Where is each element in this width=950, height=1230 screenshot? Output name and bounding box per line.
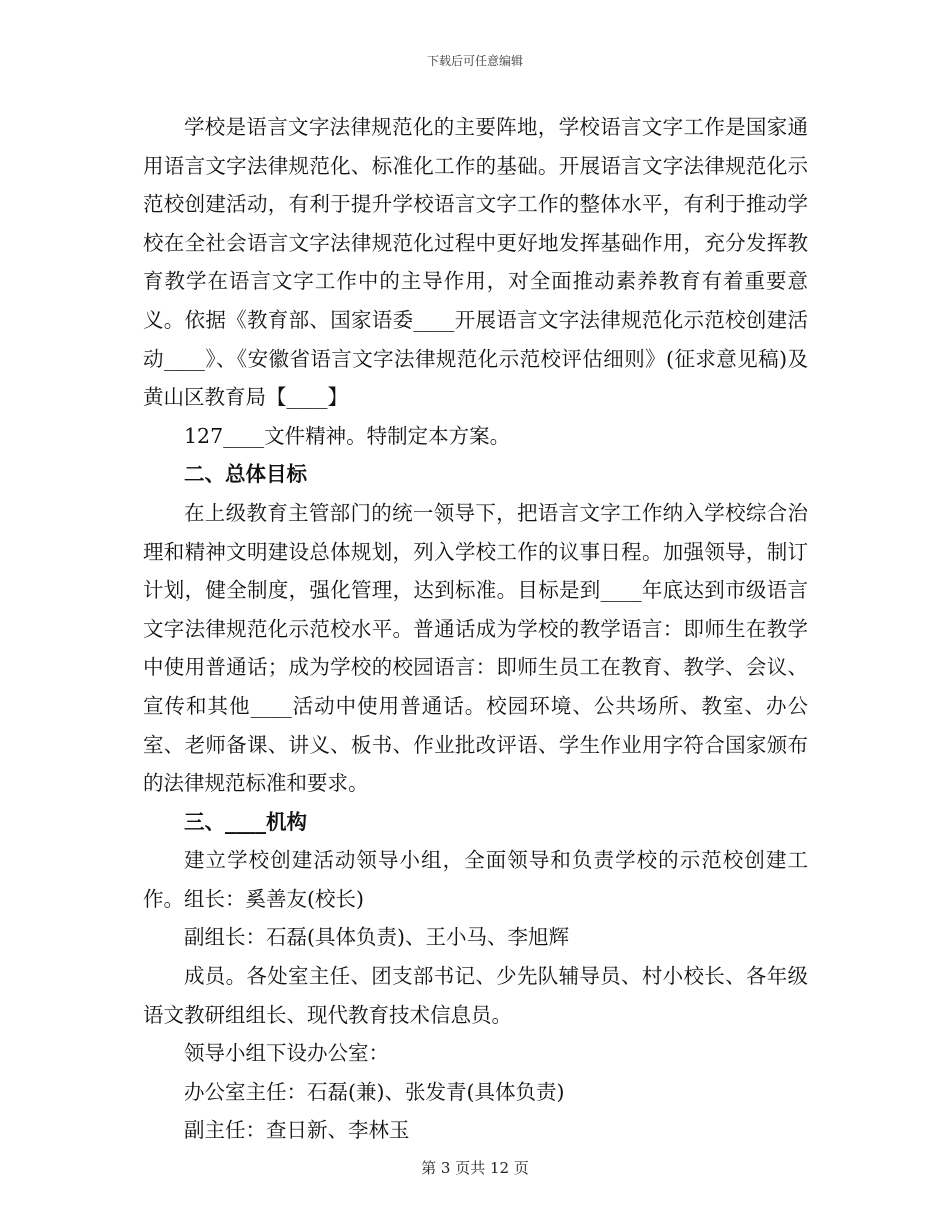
intro-paragraph-continued: 127____文件精神。特制定本方案。 <box>184 423 511 448</box>
goal-paragraph: 在上级教育主管部门的统一领导下，把语言文字工作纳入学校综合治理和精神文明建设总体规划，列入学校工作的议事日程。加强领导，制订计划，健全制度，强化管理，达到标准。目标是到____年底达到市级语言文字法律规范化示范校水平。普通话成为学校的教学语言：即师生在教学中使用普通话；成为学校的校园语言：即师生员工在教育、教学、会议、宣传和其他____活动中使用普通话。校园环境、公共场所、教室、办公室、老师备课、讲义、板书、作业批改评语、学生作业用字符合国家颁布的法律规范标准和要求。 <box>143 500 808 796</box>
page-number-footer: 第 3 页共 12 页 <box>421 1159 529 1177</box>
section-heading-organization: 三、____机构 <box>184 809 307 834</box>
deputy-leaders-line: 副组长：石磊(具体负责)、王小马、李旭辉 <box>184 925 569 950</box>
section-heading-overall-goal: 二、总体目标 <box>184 462 307 487</box>
office-intro-line: 领导小组下设办公室： <box>184 1041 389 1066</box>
page-header: 下载后可任意编辑 <box>426 54 523 68</box>
document-body <box>143 108 808 1150</box>
organization-paragraph: 建立学校创建活动领导小组，全面领导和负责学校的示范校创建工作。组长：奚善友(校长) <box>143 848 808 911</box>
office-director-line: 办公室主任：石磊(兼)、张发青(具体负责) <box>184 1079 565 1104</box>
members-paragraph: 成员。各处室主任、团支部书记、少先队辅导员、村小校长、各年级语文教研组组长、现代教育技术信息员。 <box>143 964 808 1027</box>
intro-paragraph: 学校是语言文字法律规范化的主要阵地，学校语言文字工作是国家通用语言文字法律规范化、标准化工作的基础。开展语言文字法律规范化示范校创建活动，有利于提升学校语言文字工作的整体水平，有利于推动学校在全社会语言文字法律规范化过程中更好地发挥基础作用，充分发挥教育教学在语言文字工作中的主导作用，对全面推动素养教育有着重要意义。依据《教育部、国家语委____开展语言文字法律规范化示范校创建活动____》、《安徽省语言文字法律规范化示范校评估细则》(征求意见稿)及黄山区教育局【____】 <box>143 115 808 410</box>
office-deputy-line: 副主任：查日新、李林玉 <box>184 1118 410 1143</box>
